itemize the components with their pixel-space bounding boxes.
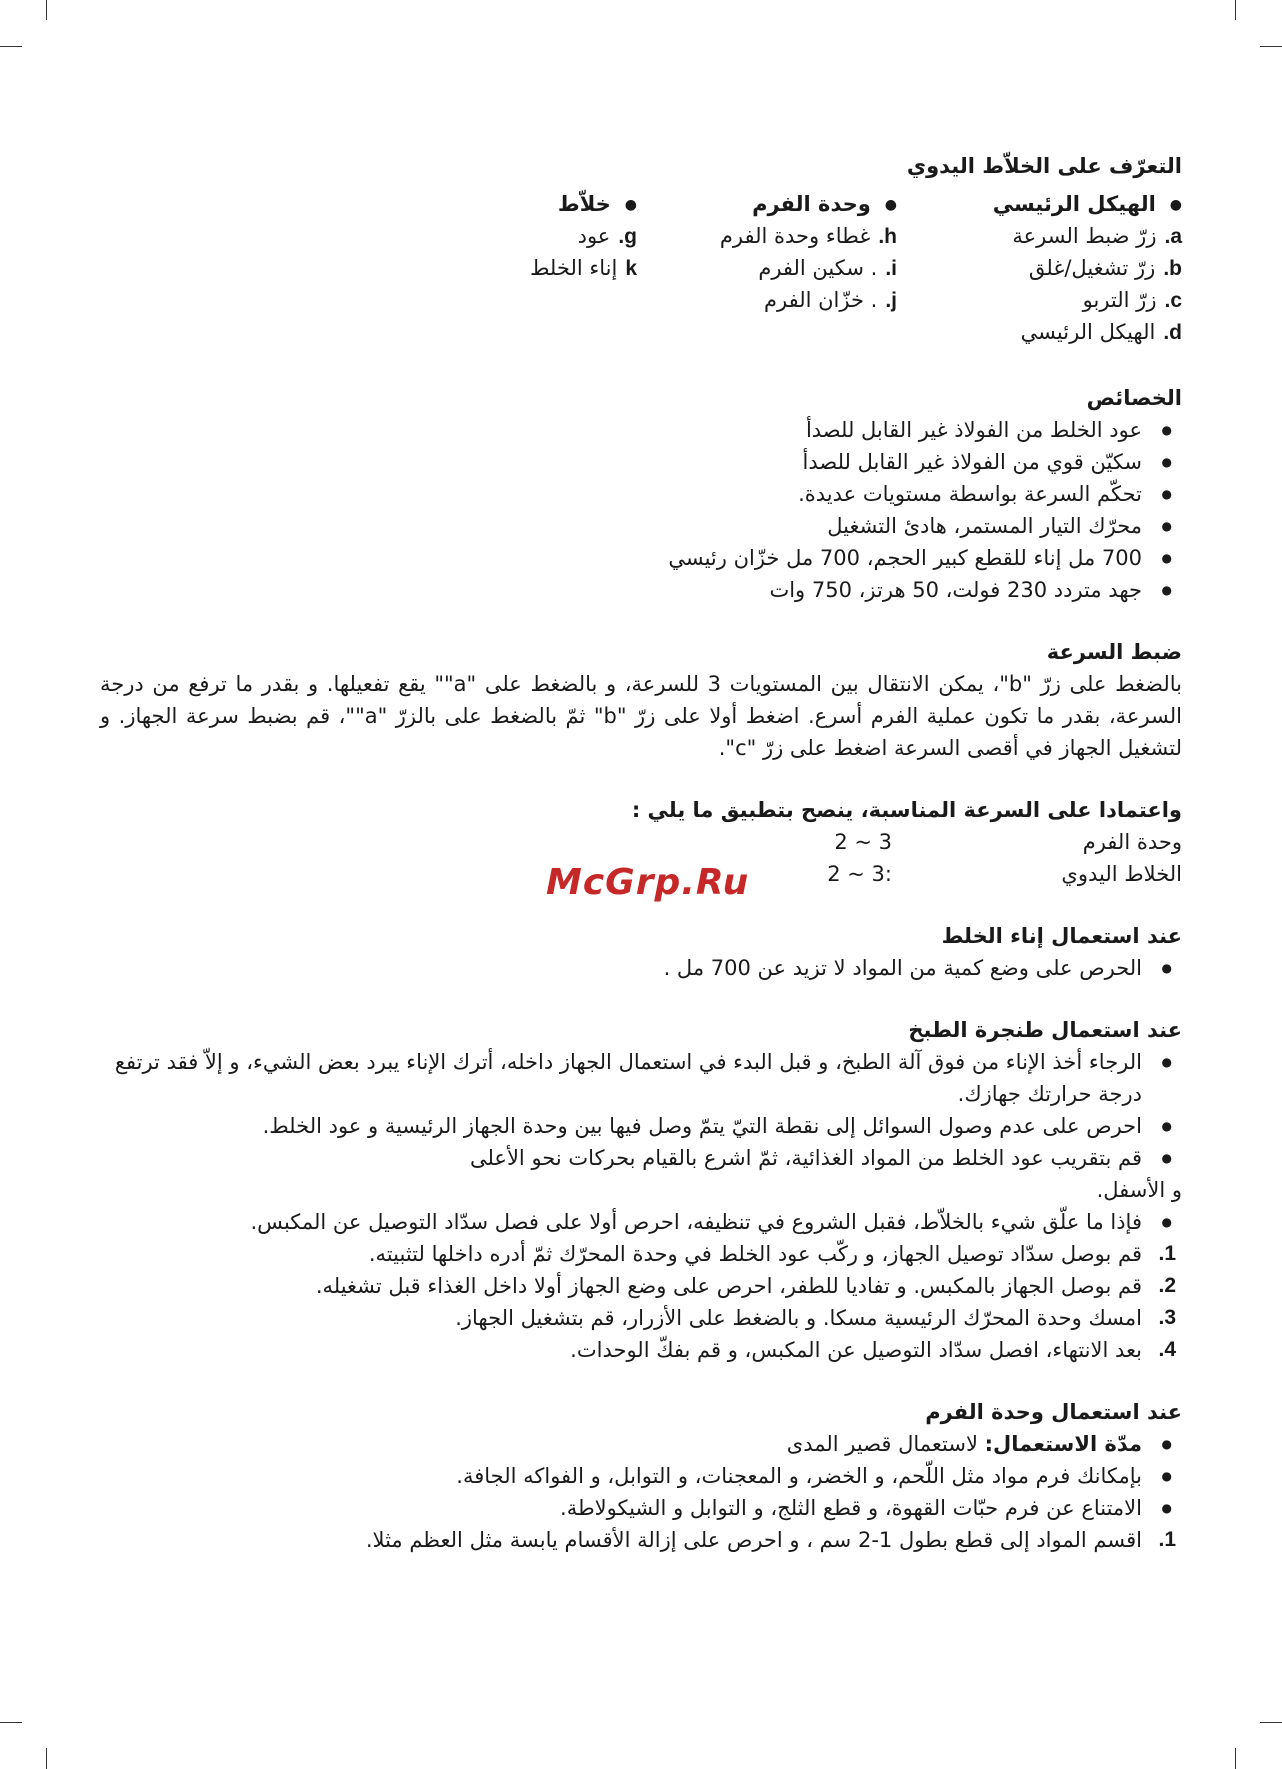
list-item: ● جهد متردد 230 فولت، 50 هرتز، 750 وات (100, 574, 1182, 606)
list-item: ● الامتناع عن فرم حبّات القهوة، و قطع الثلج، و التوابل و الشيكولاطة. (100, 1492, 1182, 1524)
speed-section (100, 636, 1182, 764)
list-item: ● 700 مل إناء للقطع كبير الحجم، 700 مل خزّان رئيسي (100, 542, 1182, 574)
part-item: g.عود (577, 224, 637, 248)
pan-section (100, 1014, 1182, 1366)
crop-mark (46, 0, 47, 20)
part-item: i.. سكين الفرم (758, 256, 897, 280)
numbered-step: 1. قم بوصل سدّاد توصيل الجهاز، و ركّب عود الخلط في وحدة المحرّك ثمّ أدره داخلها لتثبيته. (368, 1242, 1176, 1266)
section-title: الخصائص (1086, 386, 1182, 410)
section-title: عند استعمال طنجرة الطبخ (908, 1018, 1182, 1042)
parts-list (100, 188, 1182, 370)
crop-mark (0, 1722, 22, 1723)
bullet-icon: ● (1169, 197, 1182, 213)
bullet-icon: ● (624, 197, 637, 213)
crop-mark (1260, 1722, 1282, 1723)
list-item: ● قم بتقريب عود الخلط من المواد الغذائية، ثمّ اشرع بالقيام بحركات نحو الأعلى (100, 1142, 1182, 1174)
list-item: ● الرجاء أخذ الإناء من فوق آلة الطبخ، و قبل البدء في استعمال الجهاز داخله، أترك الإناء يبرد بعض الشيء، و إلاّ فقد ترتفع درجة حرارتك جهازك. (100, 1046, 1182, 1110)
recommend-section (100, 794, 1182, 890)
parts-col-blender (530, 188, 637, 284)
beaker-section (100, 920, 1182, 984)
numbered-step: 2. قم بوصل الجهاز بالمكبس. و تفاديا للطفر، احرص على وضع الجهاز أولا داخل الغذاء قبل تشغيله. (315, 1274, 1176, 1298)
parts-col-main-body (993, 188, 1182, 348)
part-item: kإناء الخلط (530, 256, 637, 280)
part-item: j.. خزّان الفرم (764, 288, 897, 312)
crop-mark (46, 1748, 47, 1769)
crop-mark (1235, 0, 1236, 20)
list-item: ● احرص على عدم وصول السوائل إلى نقطة التيّ يتمّ وصل فيها بين وحدة الجهاز الرئيسية و عود الخلط. (100, 1110, 1182, 1142)
list-item: ● عود الخلط من الفولاذ غير القابل للصدأ (100, 414, 1182, 446)
speed-row: وحدة الفرم 2 ~ 3 (834, 830, 1182, 854)
page-title: التعرّف على الخلاّط اليدوي (906, 154, 1182, 178)
parts-header: وحدة الفرم (752, 192, 871, 216)
numbered-step: 1. اقسم المواد إلى قطع بطول 1-2 سم ، و احرص على إزالة الأقسام يابسة مثل العظم مثلا. (365, 1528, 1176, 1552)
parts-header: خلاّط (557, 192, 611, 216)
watermark: McGrp.Ru (546, 862, 750, 903)
list-item: ● الحرص على وضع كمية من المواد لا تزيد عن 700 مل . (100, 952, 1182, 984)
list-item: ● تحكّم السرعة بواسطة مستويات عديدة. (100, 478, 1182, 510)
part-item: d.الهيكل الرئيسي (1020, 320, 1182, 344)
list-item: ● مدّة الاستعمال: لاستعمال قصير المدى (100, 1428, 1182, 1460)
part-item: b.زرّ تشغيل/غلق (1028, 256, 1182, 280)
part-item: h.غطاء وحدة الفرم (719, 224, 897, 248)
crop-mark (1260, 46, 1282, 47)
numbered-step: 3. امسك وحدة المحرّك الرئيسية مسكا. و بالضغط على الأزرار، قم بتشغيل الجهاز. (455, 1306, 1176, 1330)
part-item: c.زرّ التربو (1082, 288, 1182, 312)
list-item: ● بإمكانك فرم مواد مثل اللّحم، و الخضر، و المعجنات، و التوابل، و الفواكه الجافة. (100, 1460, 1182, 1492)
features-section (100, 382, 1182, 606)
section-title: واعتمادا على السرعة المناسبة، ينصح بتطبيق ما يلي : (631, 798, 1182, 822)
crop-mark (0, 46, 22, 47)
list-item: ● فإذا ما علّق شيء بالخلاّط، فقبل الشروع في تنظيفه، احرص أولا على فصل سدّاد التوصيل عن المكبس. (100, 1206, 1182, 1238)
speed-paragraph: بالضغط على زرّ "b"، يمكن الانتقال بين المستويات 3 للسرعة، و بالضغط على "a"" يقع تفعيلها. و بقدر ما ترفع من درجة السرعة، بقدر ما تكون عملية الفرم أسرع. اضغط أولا على زرّ "b" ثمّ بالضغط على بالزرّ "a""، قم بضبط سرعة الجهاز. و لتشغيل الجهاز في أقصى السرعة اضغط على زرّ "c". (100, 672, 1183, 760)
list-item: ● محرّك التيار المستمر، هادئ التشغيل (100, 510, 1182, 542)
speed-row: الخلاط اليدوي 2 ~ 3: (827, 862, 1182, 886)
bullet-icon: ● (884, 197, 897, 213)
manual-page (100, 150, 1182, 1556)
section-title: عند استعمال وحدة الفرم (925, 1400, 1182, 1424)
section-title: عند استعمال إناء الخلط (941, 924, 1182, 948)
parts-header: الهيكل الرئيسي (992, 192, 1156, 216)
list-item: ● سكيّن قوي من الفولاذ غير القابل للصدأ (100, 446, 1182, 478)
crop-mark (1235, 1748, 1236, 1769)
section-title: ضبط السرعة (1046, 640, 1182, 664)
part-item: a.زرّ ضبط السرعة (1012, 224, 1182, 248)
features-list (100, 414, 1182, 606)
list-item: و الأسفل. (1096, 1178, 1182, 1202)
chopper-use-section (100, 1396, 1182, 1556)
parts-col-chopper (720, 188, 897, 316)
numbered-step: 4. بعد الانتهاء، افصل سدّاد التوصيل عن المكبس، و قم بفكّ الوحدات. (570, 1338, 1176, 1362)
